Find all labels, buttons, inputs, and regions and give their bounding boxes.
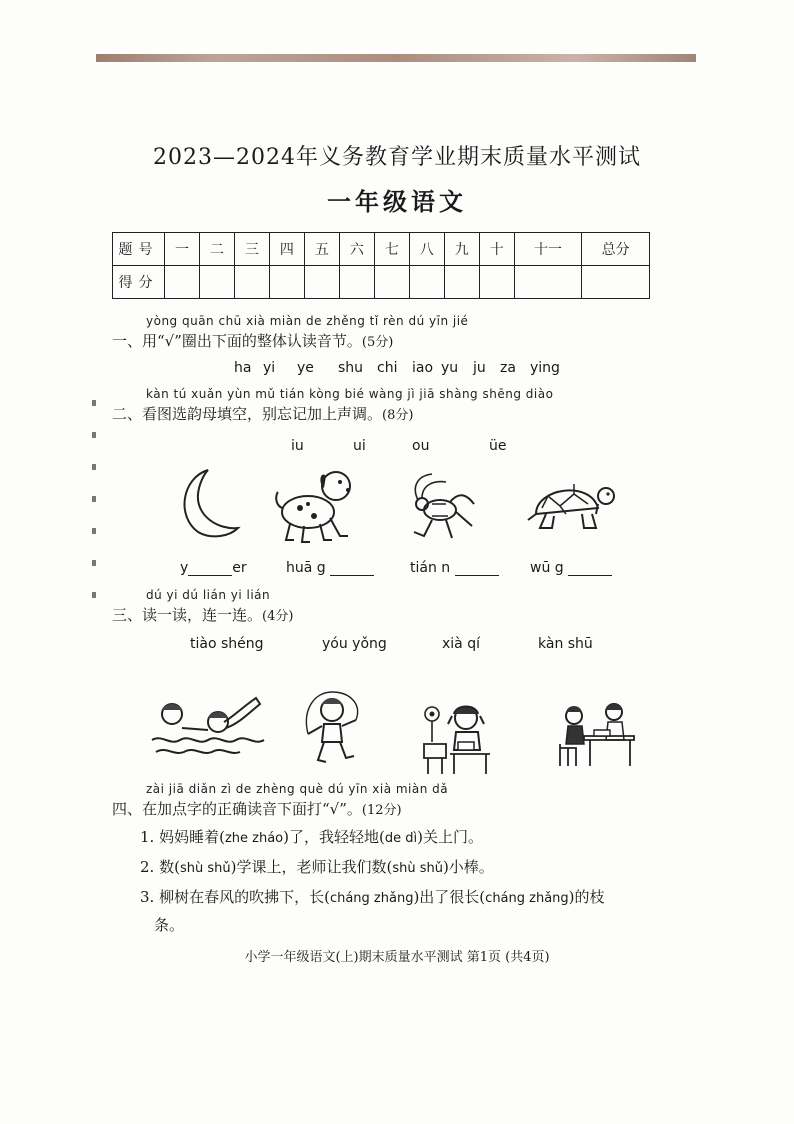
q1-score: (5分) xyxy=(361,335,394,350)
q4-item-3 xyxy=(140,886,605,907)
column-header: 一 xyxy=(165,233,200,266)
answer-line[interactable] xyxy=(330,562,374,576)
blank-prefix: tián n xyxy=(410,560,451,576)
blank-prefix: y xyxy=(180,560,189,576)
dog-icon xyxy=(268,464,360,546)
vowel-option: ui xyxy=(353,438,366,454)
q4-item-2 xyxy=(140,856,494,877)
q4-item-1 xyxy=(140,826,483,847)
score-table-header-row xyxy=(113,233,650,266)
chess-icon xyxy=(554,700,640,772)
score-cell[interactable] xyxy=(374,266,409,299)
score-table xyxy=(112,232,650,299)
vowel-option: ou xyxy=(412,438,430,454)
score-cell[interactable] xyxy=(514,266,582,299)
pinyin-choices[interactable]: cháng zhǎng xyxy=(485,891,569,906)
column-header: 九 xyxy=(444,233,479,266)
row-label: 得分 xyxy=(113,266,165,299)
q2-pinyin: kàn tú xuǎn yùn mǔ tián kòng bié wàng jì jiā shàng shēng diào xyxy=(146,387,554,401)
syllable[interactable]: shu xyxy=(338,360,364,376)
swimming-icon xyxy=(148,694,266,758)
score-cell[interactable] xyxy=(339,266,374,299)
syllable[interactable]: yu xyxy=(441,360,459,376)
q2-score: (8分) xyxy=(382,408,414,423)
item-text: 数( xyxy=(159,858,180,876)
column-header: 十一 xyxy=(514,233,582,266)
reading-icon xyxy=(420,700,496,776)
q3-score: (4分) xyxy=(262,609,294,624)
item-text: )关上门。 xyxy=(417,828,483,846)
page-subtitle: 一年级语文 xyxy=(327,187,467,216)
score-cell[interactable] xyxy=(409,266,444,299)
syllable[interactable]: za xyxy=(500,360,516,376)
page-title: 2023—2024年义务教育学业期末质量水平测试 xyxy=(153,145,641,170)
vowel-option: üe xyxy=(489,438,507,454)
score-table-score-row xyxy=(113,266,650,299)
q4-heading xyxy=(112,798,402,819)
item-text: )小棒。 xyxy=(442,858,494,876)
score-cell[interactable] xyxy=(582,266,650,299)
column-header: 六 xyxy=(339,233,374,266)
match-word[interactable]: tiào shéng xyxy=(190,636,264,652)
item-number: 2. xyxy=(140,858,155,876)
item-number: 3. xyxy=(140,888,155,906)
q3-heading xyxy=(112,604,293,625)
column-header: 七 xyxy=(374,233,409,266)
row-label: 题号 xyxy=(113,233,165,266)
score-cell[interactable] xyxy=(444,266,479,299)
blank-suffix: er xyxy=(232,560,247,576)
item-text: 柳树在春风的吹拂下，长( xyxy=(159,888,330,906)
q1-text: 一、用“√”圈出下面的整体认读音节。 xyxy=(112,332,362,350)
syllable[interactable]: ha xyxy=(234,360,252,376)
blank-prefix: wū g xyxy=(530,560,564,576)
answer-line[interactable] xyxy=(455,562,499,576)
pinyin-choices[interactable]: cháng zhǎng xyxy=(329,891,414,906)
syllable[interactable]: ye xyxy=(297,360,314,376)
turtle-icon xyxy=(526,474,618,538)
item-text: )了，我轻轻地( xyxy=(283,828,385,846)
score-cell[interactable] xyxy=(199,266,234,299)
pinyin-choices[interactable]: shù shǔ xyxy=(392,861,443,876)
column-header: 总分 xyxy=(582,233,650,266)
vowel-option: iu xyxy=(291,438,304,454)
answer-line[interactable] xyxy=(188,562,232,576)
scan-edge xyxy=(96,54,696,62)
syllable[interactable]: chi xyxy=(377,360,398,376)
match-word[interactable]: yóu yǒng xyxy=(322,636,387,652)
item-text: )学课上，老师让我们数( xyxy=(230,858,393,876)
q2-text: 二、看图选韵母填空，别忘记加上声调。 xyxy=(112,405,383,423)
q2-heading xyxy=(112,403,413,424)
item-number: 1. xyxy=(140,828,155,846)
q3-pinyin: dú yi dú lián yi lián xyxy=(146,588,271,602)
q1-heading xyxy=(112,330,393,351)
q4-pinyin: zài jiā diǎn zì de zhèng què dú yīn xià miàn dǎ xyxy=(146,782,449,796)
q3-text: 三、读一读，连一连。 xyxy=(112,606,263,624)
syllable[interactable]: yi xyxy=(263,360,276,376)
score-cell[interactable] xyxy=(304,266,339,299)
cricket-icon xyxy=(402,470,478,546)
syllable[interactable]: ying xyxy=(530,360,560,376)
pinyin-choices[interactable]: de dì xyxy=(384,831,418,846)
match-word[interactable]: kàn shū xyxy=(538,636,593,652)
column-header: 八 xyxy=(409,233,444,266)
item-text: )的枝 xyxy=(568,888,605,906)
column-header: 十 xyxy=(479,233,514,266)
blank-1[interactable] xyxy=(180,560,247,576)
column-header: 三 xyxy=(234,233,269,266)
match-word[interactable]: xià qí xyxy=(442,636,480,652)
column-header: 二 xyxy=(199,233,234,266)
item-text: )出了很长( xyxy=(413,888,486,906)
score-cell[interactable] xyxy=(269,266,304,299)
blank-3[interactable] xyxy=(410,560,499,576)
blank-2[interactable] xyxy=(286,560,374,576)
q4-item-3-continued: 条。 xyxy=(154,916,185,934)
syllable[interactable]: ju xyxy=(473,360,486,376)
q1-pinyin: yòng quān chū xià miàn de zhěng tǐ rèn dú yīn jié xyxy=(146,314,469,328)
score-cell[interactable] xyxy=(234,266,269,299)
blank-prefix: huā g xyxy=(286,560,326,576)
binding-marks xyxy=(92,400,100,660)
jump-rope-icon xyxy=(300,690,366,770)
column-header: 四 xyxy=(269,233,304,266)
blank-4[interactable] xyxy=(530,560,612,576)
q4-text: 四、在加点字的正确读音下面打“√”。 xyxy=(112,800,362,818)
syllable[interactable]: iao xyxy=(412,360,434,376)
pinyin-choices[interactable]: zhe zháo xyxy=(224,831,284,846)
q4-score: (12分) xyxy=(361,803,402,818)
score-cell[interactable] xyxy=(479,266,514,299)
item-text: 妈妈睡着( xyxy=(159,828,225,846)
column-header: 五 xyxy=(304,233,339,266)
answer-line[interactable] xyxy=(568,562,612,576)
score-cell[interactable] xyxy=(165,266,200,299)
page-footer: 小学一年级语文(上)期末质量水平测试 第1页 (共4页) xyxy=(244,950,550,965)
pinyin-choices[interactable]: shù shǔ xyxy=(179,861,231,876)
moon-icon xyxy=(168,464,248,544)
